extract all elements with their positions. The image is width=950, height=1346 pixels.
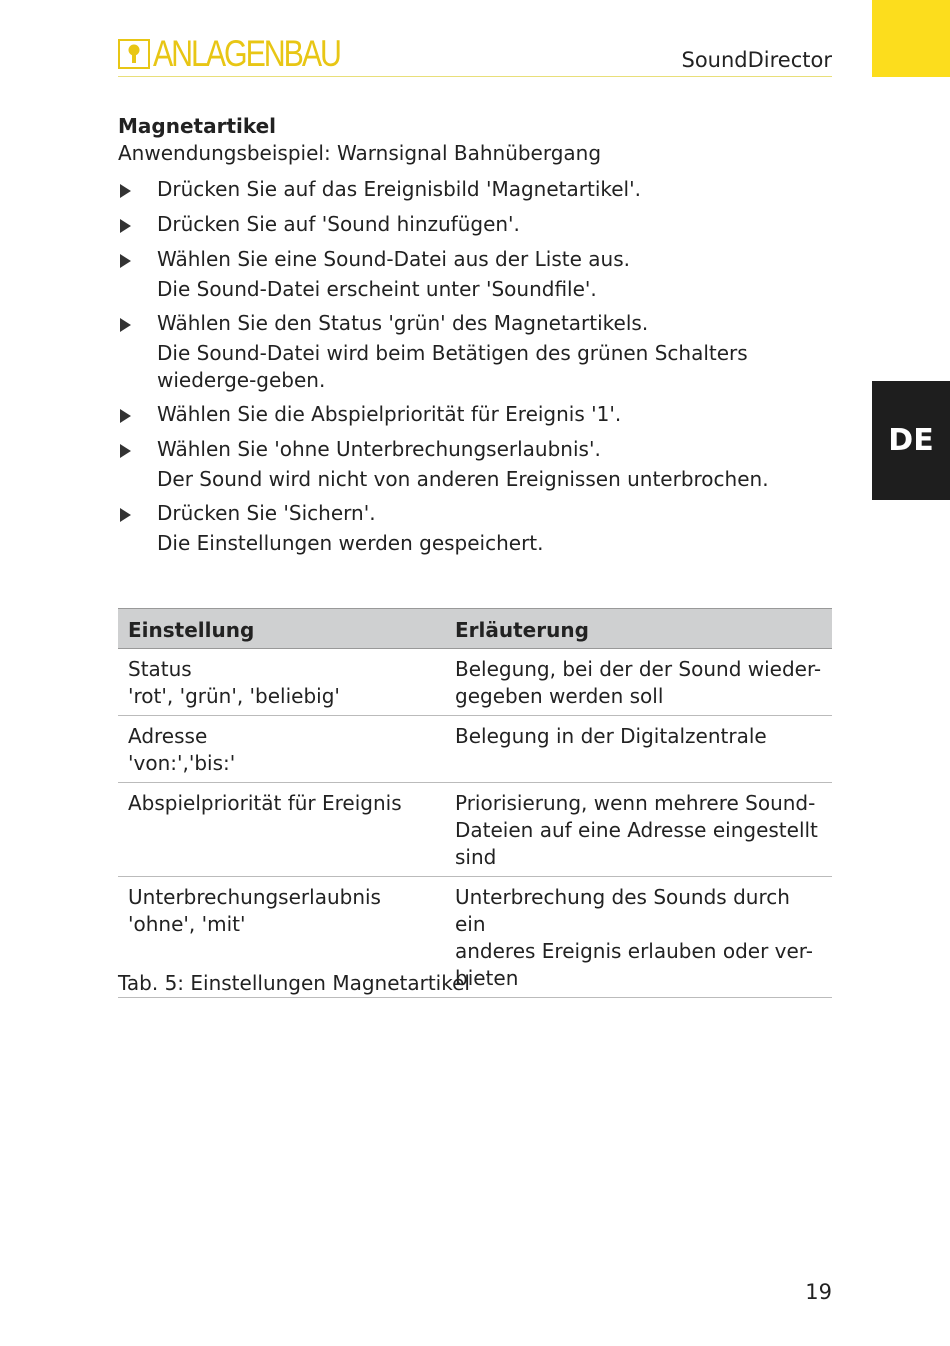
list-item bbox=[118, 499, 832, 557]
brand-logo bbox=[118, 33, 381, 74]
section-title: Magnetartikel bbox=[118, 114, 277, 138]
page-header bbox=[118, 33, 832, 77]
cell-line: Dateien auf eine Adresse eingestellt bbox=[455, 818, 818, 842]
arrow-bullet-icon bbox=[120, 409, 131, 423]
explanation-cell bbox=[445, 716, 832, 783]
cell-line: Belegung, bei der der Sound wieder- bbox=[455, 657, 822, 681]
step-text: Wählen Sie eine Sound-Datei aus der Liste aus. bbox=[157, 247, 630, 271]
cell-line: anderes Ereignis erlauben oder ver- bbox=[455, 939, 813, 963]
step-text: Drücken Sie 'Sichern'. bbox=[157, 501, 376, 525]
cell-line: gegeben werden soll bbox=[455, 684, 664, 708]
explanation-cell bbox=[445, 649, 832, 716]
logo-wordmark: ANLAGENBAU bbox=[153, 33, 340, 74]
list-item bbox=[118, 175, 832, 204]
cell-line: Adresse bbox=[128, 724, 208, 748]
settings-table bbox=[118, 608, 832, 998]
arrow-bullet-icon bbox=[120, 184, 131, 198]
cell-line: Belegung in der Digitalzentrale bbox=[455, 724, 767, 748]
cell-line: Unterbrechungserlaubnis bbox=[128, 885, 381, 909]
step-result: Die Sound-Datei erscheint unter 'Soundfile'. bbox=[157, 277, 597, 301]
cell-line: bieten bbox=[455, 966, 519, 990]
list-item bbox=[118, 400, 832, 429]
arrow-bullet-icon bbox=[120, 318, 131, 332]
cell-line: 'rot', 'grün', 'beliebig' bbox=[128, 684, 340, 708]
arrow-bullet-icon bbox=[120, 508, 131, 522]
cell-line: Priorisierung, wenn mehrere Sound- bbox=[455, 791, 816, 815]
main-content bbox=[118, 113, 832, 563]
setting-cell bbox=[118, 716, 445, 783]
cell-line: Unterbrechung des Sounds durch ein bbox=[455, 885, 790, 936]
step-result: Die Sound-Datei wird beim Betätigen des grünen Schalters wiederge-geben. bbox=[157, 341, 748, 392]
table-row bbox=[118, 649, 832, 716]
list-item bbox=[118, 245, 832, 303]
cell-line: 'von:','bis:' bbox=[128, 751, 236, 775]
explanation-cell bbox=[445, 783, 832, 877]
list-item bbox=[118, 210, 832, 239]
step-text: Wählen Sie den Status 'grün' des Magnetartikels. bbox=[157, 311, 649, 335]
cell-line: 'ohne', 'mit' bbox=[128, 912, 246, 936]
step-result: Der Sound wird nicht von anderen Ereignissen unterbrochen. bbox=[157, 467, 769, 491]
column-header-explanation: Erläuterung bbox=[445, 609, 832, 649]
bulb-icon bbox=[118, 39, 150, 69]
cell-line: Status bbox=[128, 657, 192, 681]
column-header-setting: Einstellung bbox=[118, 609, 445, 649]
explanation-cell bbox=[445, 877, 832, 998]
step-text: Wählen Sie die Abspielpriorität für Ereignis '1'. bbox=[157, 402, 622, 426]
table-row bbox=[118, 783, 832, 877]
step-text: Drücken Sie auf 'Sound hinzufügen'. bbox=[157, 212, 520, 236]
table-row bbox=[118, 716, 832, 783]
arrow-bullet-icon bbox=[120, 444, 131, 458]
step-result: Die Einstellungen werden gespeichert. bbox=[157, 531, 544, 555]
cell-line: Abspielpriorität für Ereignis bbox=[128, 791, 402, 815]
cell-line: sind bbox=[455, 845, 497, 869]
list-item bbox=[118, 309, 832, 394]
arrow-bullet-icon bbox=[120, 254, 131, 268]
language-tab: DE bbox=[872, 381, 950, 500]
table-caption: Tab. 5: Einstellungen Magnetartikel bbox=[118, 971, 470, 995]
setting-cell bbox=[118, 649, 445, 716]
corner-accent-block bbox=[872, 0, 950, 77]
step-text: Drücken Sie auf das Ereignisbild 'Magnetartikel'. bbox=[157, 177, 641, 201]
list-item bbox=[118, 435, 832, 493]
table-header-row bbox=[118, 609, 832, 649]
setting-cell bbox=[118, 783, 445, 877]
product-name: SoundDirector bbox=[681, 48, 832, 72]
section-subtitle: Anwendungsbeispiel: Warnsignal Bahnübergang bbox=[118, 141, 602, 165]
page-number: 19 bbox=[805, 1280, 832, 1304]
step-text: Wählen Sie 'ohne Unterbrechungserlaubnis'. bbox=[157, 437, 601, 461]
arrow-bullet-icon bbox=[120, 219, 131, 233]
instruction-list bbox=[118, 175, 832, 557]
